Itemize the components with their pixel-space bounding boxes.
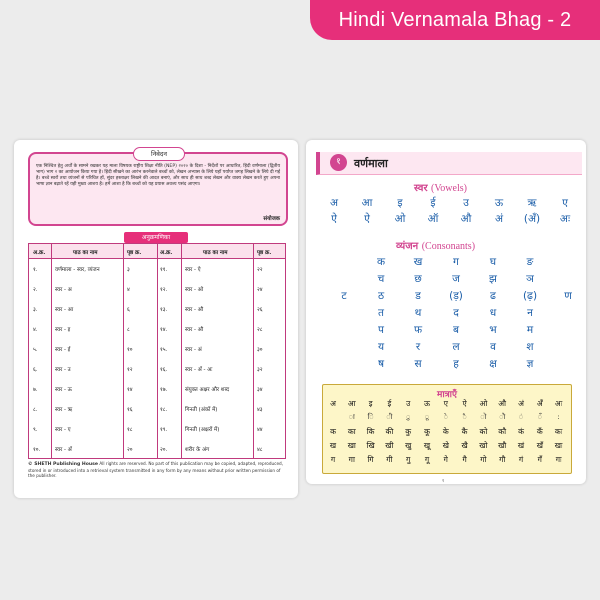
consonant-letter: श xyxy=(526,341,534,353)
consonants-heading-english: (Consonants) xyxy=(421,241,476,252)
vowels-heading xyxy=(414,180,467,194)
matra-cell: खः xyxy=(554,441,563,450)
matra-cell: गे xyxy=(443,455,448,464)
consonant-letter: र xyxy=(415,341,421,353)
toc-header-cell: अ.क्र. xyxy=(33,250,46,256)
consonant-letter: द xyxy=(453,307,459,319)
vowel-letter: इ xyxy=(397,197,403,209)
toc-row xyxy=(29,358,285,378)
toc-cell: स्वर - अँ xyxy=(55,447,72,453)
toc-cell: स्वर - अं xyxy=(185,347,202,353)
consonant-letter: ञ xyxy=(526,273,534,285)
toc-cell: २० xyxy=(127,447,133,453)
vowel-letter: ए xyxy=(562,197,568,209)
intro-title: निवेदन xyxy=(133,147,185,161)
toc-cell: संयुक्त अक्षर और शब्द xyxy=(185,387,230,393)
vowel-letter: ऊ xyxy=(494,197,504,209)
toc-cell: स्वर - ऐ xyxy=(185,267,201,273)
matra-cell: को xyxy=(479,427,488,436)
vowels-row xyxy=(306,196,586,210)
consonant-letter: ज xyxy=(452,273,460,285)
toc-cell: स्वर - ऊ xyxy=(55,387,72,393)
matra-row xyxy=(323,455,571,468)
toc-cell: स्वर - औ xyxy=(185,307,204,313)
vowel-letter: ऐ xyxy=(364,213,370,225)
vowel-letter: (अँ) xyxy=(523,213,541,225)
intro-box xyxy=(28,152,288,226)
matra-cell: अः xyxy=(554,399,563,408)
consonant-letter: स xyxy=(414,358,422,370)
consonant-letter: ल xyxy=(452,341,460,353)
consonant-letter: ध xyxy=(489,307,497,319)
toc-cell: स्वर - अँ - अः xyxy=(185,367,213,373)
toc-cell: ८. xyxy=(33,407,38,413)
matra-cell: ओ xyxy=(479,399,488,408)
copyright-notice xyxy=(28,461,286,479)
toc-cell: स्वर - अ xyxy=(55,287,72,293)
right-page xyxy=(306,140,586,484)
toc-cell: स्वर - औ xyxy=(185,327,204,333)
vowel-letter: अः xyxy=(559,213,571,225)
toc-cell: २२ xyxy=(257,267,263,273)
toc-cell: १६. xyxy=(160,367,168,373)
toc-cell: १९. xyxy=(160,427,168,433)
toc-row xyxy=(29,278,285,298)
matra-cell: : xyxy=(557,413,560,421)
toc-row xyxy=(29,258,285,278)
matra-cell: ी xyxy=(386,413,393,421)
matra-cell: गू xyxy=(424,455,430,464)
matra-cell: गै xyxy=(462,455,467,464)
matra-cell: खा xyxy=(347,441,356,450)
matra-cell: गं xyxy=(518,455,524,464)
matra-cell: अ xyxy=(330,399,336,408)
toc-cell: ८ xyxy=(127,327,130,333)
toc-cell: स्वर - ई xyxy=(55,347,71,353)
matra-row xyxy=(323,399,571,412)
matra-cell: गः xyxy=(555,455,562,464)
consonant-letter: क xyxy=(376,256,386,268)
vowel-letter: औ xyxy=(460,213,472,225)
toc-cell: १३. xyxy=(160,307,168,313)
page-number: १ xyxy=(442,479,445,484)
consonant-letter: झ xyxy=(489,273,497,285)
matra-cell: खँ xyxy=(536,441,543,450)
toc-cell: ७. xyxy=(33,387,38,393)
toc-cell: स्वर - ए xyxy=(55,427,71,433)
publisher-name: © SHETH Publishing House xyxy=(28,462,98,467)
vowel-letter: ओ xyxy=(394,213,406,225)
matra-cell: ख xyxy=(329,441,337,450)
consonants-heading xyxy=(396,238,475,252)
consonants-row xyxy=(306,306,586,320)
matra-cell: कू xyxy=(424,427,430,436)
toc-row xyxy=(29,398,285,418)
toc-cell: गिनती (अंकों में) xyxy=(185,407,218,413)
consonant-letter: ड xyxy=(415,290,421,302)
matra-cell: ऐ xyxy=(462,399,467,408)
vowels-heading-hindi: स्वर xyxy=(414,183,428,194)
vowel-letter: ई xyxy=(430,197,436,209)
consonants-row xyxy=(306,289,586,303)
toc-cell: शरीर के अंग xyxy=(185,447,210,453)
toc-cell: २. xyxy=(33,287,38,293)
toc-row xyxy=(29,318,285,338)
matra-cell: खी xyxy=(385,441,394,450)
matra-cell: के xyxy=(442,427,449,436)
vowel-letter: अं xyxy=(494,213,504,225)
matra-cell: की xyxy=(385,427,394,436)
toc-cell: १. xyxy=(33,267,38,273)
consonant-letter: च xyxy=(377,273,385,285)
toc-cell: १४ xyxy=(127,387,133,393)
consonant-letter: म xyxy=(526,324,534,336)
consonant-letter: त xyxy=(378,307,384,319)
consonant-letter: ख xyxy=(413,256,423,268)
matra-cell: ग xyxy=(330,455,336,464)
consonant-letter: (ड़) xyxy=(449,290,463,302)
matra-cell: गौ xyxy=(499,455,506,464)
toc-row xyxy=(29,438,285,458)
toc-cell: ३ xyxy=(127,267,130,273)
matra-cell: का xyxy=(347,427,356,436)
toc-row xyxy=(29,418,285,438)
toc-cell: १२. xyxy=(160,287,168,293)
consonant-letter: व xyxy=(490,341,496,353)
consonant-letter: प xyxy=(378,324,384,336)
vowel-letter: अ xyxy=(329,197,339,209)
toc-cell: २४ xyxy=(257,287,263,293)
lesson-number-badge: १ xyxy=(330,154,347,171)
intro-text: एक निश्चित हेतु अर्थों के सामने रखकर यह माला विषयक राष्ट्रीय शिक्षा नीति (NEP) २०२० के दिशा - निर्देशों पर आधारित, हिंदी वर्णमाला (द्वितीय भाग) भाग २ का आयोजन किया गया है। हिंदी सीखने का आरंभ करनेवाले बच्चों को, लेखन अभ्यास के लिये यहाँ पर्याप्त जगह लिखने के लिये दी गई है। बच्चे स्वरों तथा व्यंजनों से परिचित हों, सुंदर हस्ताक्षर लिखने की आदत बनाएं, और साथ ही साथ शब्द लेखन और वाक्य लेखन करते हुए अपना भाषा ज्ञान बढ़ाते रहें यही मुख्य आशय है। हमें आशा है कि बच्चों को यह प्रयास अवश्य पसंद आएगा। xyxy=(36,164,280,188)
toc-row xyxy=(29,338,285,358)
consonant-letter: ष xyxy=(377,358,385,370)
toc-cell: ३२ xyxy=(257,367,263,373)
vowel-letter: आ xyxy=(361,197,373,209)
matra-cell: खो xyxy=(479,441,488,450)
matra-row xyxy=(323,441,571,454)
toc-header-cell: अ.क्र. xyxy=(160,250,173,256)
matra-cell: ि xyxy=(367,413,374,421)
matra-cell: कँ xyxy=(536,427,543,436)
consonants-row xyxy=(306,357,586,371)
consonant-letter: ज्ञ xyxy=(526,358,534,370)
toc-header-cell: पाठ का नाम xyxy=(73,250,98,256)
toc-cell: २८ xyxy=(257,327,263,333)
matra-cell: उ xyxy=(406,399,411,408)
left-page xyxy=(14,140,298,498)
copyright-text: All rights are reserved. No part of this publication may be copied, adapted, reproduced, stored in or introduced into a retrieval system transmitted in any form by any means without prior written permission of the publisher. xyxy=(28,461,284,479)
matra-cell: खु xyxy=(405,441,412,450)
consonants-heading-hindi: व्यंजन xyxy=(396,241,419,252)
matra-cell: इ xyxy=(368,399,373,408)
matra-cell: ं xyxy=(518,413,524,421)
vowel-letter: ऑ xyxy=(427,213,439,225)
toc-cell: ४४ xyxy=(257,427,263,433)
toc-cell: स्वर - आ xyxy=(55,307,74,313)
toc-cell: ११. xyxy=(160,267,168,273)
consonant-letter: ग xyxy=(453,256,459,268)
consonant-letter: ण xyxy=(564,290,572,302)
toc-cell: स्वर - उ xyxy=(55,367,71,373)
matra-heading: मात्राएँ xyxy=(437,390,457,400)
matra-cell: गँ xyxy=(537,455,542,464)
matra-cell: खै xyxy=(461,441,468,450)
matra-cell: ँ xyxy=(537,413,542,421)
matra-cell: कि xyxy=(366,427,375,436)
consonant-letter: भ xyxy=(489,324,497,336)
toc-cell: ४ xyxy=(127,287,130,293)
product-title-banner xyxy=(310,0,600,40)
consonants-row xyxy=(306,255,586,269)
vowels-heading-english: (Vowels) xyxy=(431,183,467,194)
toc-title: अनुक्रमणिका xyxy=(124,232,188,243)
toc-header-cell: पृष्ठ क्र. xyxy=(127,250,142,256)
matra-cell: क xyxy=(330,427,336,436)
product-title: Hindi Vernamala Bhag - 2 xyxy=(338,8,572,31)
toc-row xyxy=(29,378,285,398)
toc-cell: १७. xyxy=(160,387,168,393)
toc-cell: २०. xyxy=(160,447,168,453)
toc-cell: १४. xyxy=(160,327,168,333)
toc-cell: १०. xyxy=(33,447,41,453)
toc-header-cell: पाठ का नाम xyxy=(203,250,228,256)
toc-cell: ४८ xyxy=(257,447,263,453)
toc-cell: ५. xyxy=(33,347,38,353)
matra-cell: ु xyxy=(406,413,411,421)
matra-cell: कै xyxy=(461,427,468,436)
matra-row xyxy=(323,413,571,426)
toc-row xyxy=(29,298,285,318)
matra-cell: आ xyxy=(347,399,356,408)
matra-cell: गि xyxy=(367,455,374,464)
matra-cell: अं xyxy=(518,399,524,408)
consonant-letter: ठ xyxy=(377,290,385,302)
matra-cell: खे xyxy=(442,441,449,450)
matra-cell: खौ xyxy=(498,441,507,450)
matra-cell: ो xyxy=(480,413,487,421)
toc-cell: १८. xyxy=(160,407,168,413)
toc-cell: ३. xyxy=(33,307,38,313)
toc-cell: १० xyxy=(127,347,133,353)
toc-cell: ६. xyxy=(33,367,38,373)
matra-cell: कौ xyxy=(498,427,507,436)
toc-header-cell: पृष्ठ क्र. xyxy=(257,250,272,256)
matra-cell: गो xyxy=(480,455,487,464)
toc-cell: ६ xyxy=(127,307,130,313)
consonant-letter: थ xyxy=(414,307,422,319)
matra-cell: े xyxy=(443,413,448,421)
toc-cell: वर्णमाला - स्वर, व्यंजन xyxy=(55,267,100,273)
matra-cell: कं xyxy=(518,427,524,436)
toc-cell: ३४ xyxy=(257,387,263,393)
consonant-letter: य xyxy=(377,341,385,353)
matra-chart xyxy=(322,384,572,474)
consonant-letter: ह xyxy=(453,358,459,370)
toc-table xyxy=(28,243,286,459)
lesson-title: वर्णमाला xyxy=(354,157,388,170)
toc-cell: ३० xyxy=(257,347,263,353)
matra-cell: गा xyxy=(348,455,355,464)
matra-cell: ै xyxy=(462,413,467,421)
consonant-letter: छ xyxy=(414,273,422,285)
intro-signature: संयोजक xyxy=(263,216,280,222)
consonant-letter: क्ष xyxy=(489,358,497,370)
consonant-letter: घ xyxy=(489,256,497,268)
matra-cell: कः xyxy=(554,427,563,436)
consonants-row xyxy=(306,340,586,354)
matra-row xyxy=(323,427,571,440)
consonant-letter: (ढ़) xyxy=(522,290,538,302)
matra-cell: ौ xyxy=(499,413,506,421)
toc-cell: स्वर - इ xyxy=(55,327,71,333)
consonant-letter: ङ xyxy=(526,256,534,268)
matra-cell: ू xyxy=(424,413,430,421)
toc-cell: १६ xyxy=(127,407,133,413)
matra-cell: ऊ xyxy=(424,399,430,408)
consonant-letter: ट xyxy=(341,290,347,302)
vowel-letter: ऐ xyxy=(331,213,337,225)
toc-cell: स्वर - ऋ xyxy=(55,407,73,413)
matra-cell: औ xyxy=(498,399,507,408)
vowel-letter: उ xyxy=(463,197,469,209)
consonants-row xyxy=(306,323,586,337)
consonant-letter: फ xyxy=(413,324,423,336)
matra-cell: गु xyxy=(406,455,411,464)
consonant-letter: ब xyxy=(453,324,459,336)
vowel-letter: ऋ xyxy=(527,197,537,209)
toc-cell: २६ xyxy=(257,307,263,313)
consonants-row xyxy=(306,272,586,286)
toc-cell: ४३ xyxy=(257,407,263,413)
consonant-letter: ढ xyxy=(490,290,496,302)
matra-cell: ा xyxy=(348,413,355,421)
matra-cell: ए xyxy=(443,399,448,408)
vowels-row xyxy=(306,212,586,226)
toc-cell: ४. xyxy=(33,327,38,333)
matra-cell: अँ xyxy=(536,399,543,408)
toc-cell: स्वर - ओ xyxy=(185,287,204,293)
consonant-letter: न xyxy=(527,307,533,319)
toc-cell: ९. xyxy=(33,427,38,433)
matra-cell: गी xyxy=(386,455,393,464)
lesson-title-bar xyxy=(316,152,582,175)
matra-cell: ई xyxy=(387,399,392,408)
toc-cell: १५. xyxy=(160,347,168,353)
matra-cell: खू xyxy=(423,441,431,450)
toc-cell: १२ xyxy=(127,367,133,373)
toc-cell: गिनती (अक्षरों में) xyxy=(185,427,220,433)
toc-cell: १८ xyxy=(127,427,133,433)
matra-cell: कु xyxy=(405,427,412,436)
matra-cell: खं xyxy=(517,441,525,450)
matra-cell: खि xyxy=(366,441,375,450)
